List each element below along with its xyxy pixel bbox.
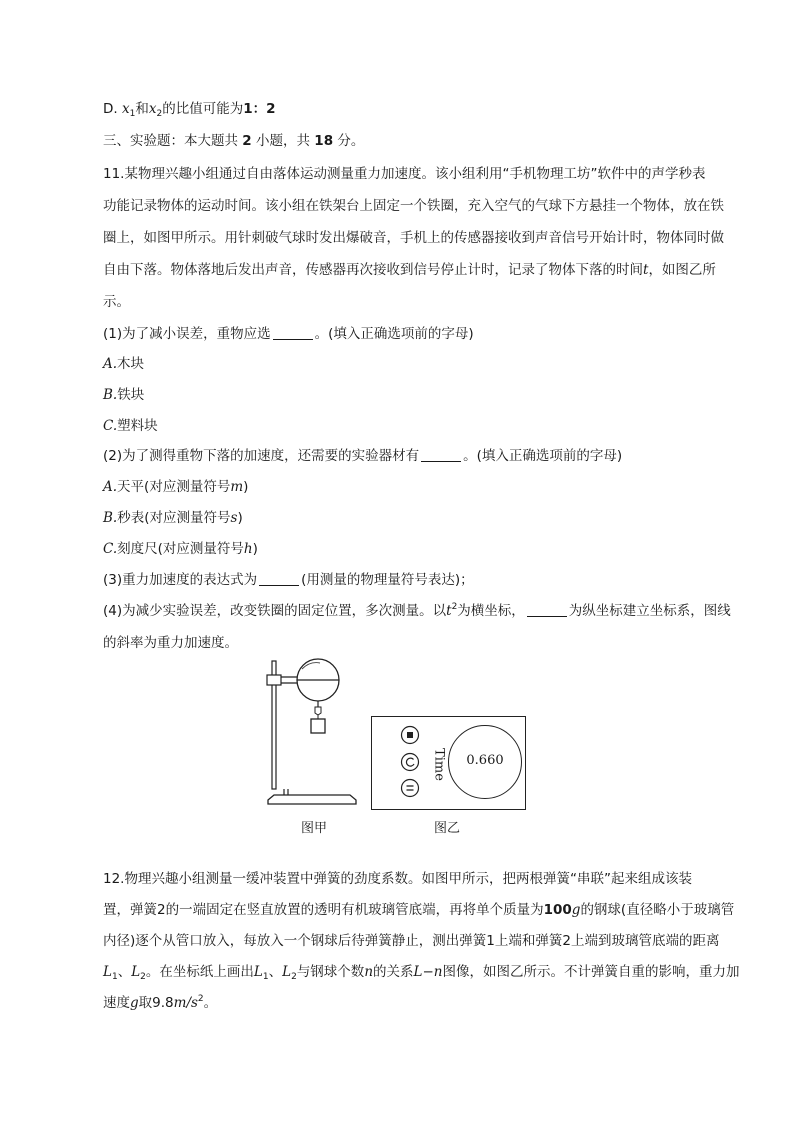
section-tail-text: 分。 bbox=[333, 133, 365, 149]
sub-2: 2 bbox=[140, 972, 146, 982]
answer-blank-2[interactable] bbox=[421, 447, 461, 462]
section-header bbox=[103, 131, 364, 151]
q11-opt1-a bbox=[103, 354, 144, 374]
var-l1: L bbox=[103, 964, 112, 980]
q11-opt2-b bbox=[103, 508, 243, 528]
section-mid-text: 小题，共 bbox=[251, 133, 315, 149]
sub-1: 1 bbox=[262, 972, 269, 982]
sub-2: 2 bbox=[291, 972, 297, 982]
opt-paren: ) bbox=[237, 510, 243, 526]
opt-label: C. bbox=[103, 541, 118, 557]
answer-blank-4[interactable] bbox=[527, 602, 567, 617]
g-unit: m/s bbox=[173, 995, 198, 1011]
var-l2: L bbox=[282, 964, 292, 980]
opt-label: B. bbox=[103, 510, 118, 526]
opt-text: 刻度尺(对应测量符号 bbox=[117, 541, 244, 557]
var-s: s bbox=[230, 510, 238, 526]
section-head-text: 三、实验题：本大题共 bbox=[103, 133, 243, 149]
q11-sub3 bbox=[103, 570, 474, 590]
q12-line-2 bbox=[103, 900, 734, 920]
var-t: t bbox=[643, 262, 649, 278]
q12-line-4-mid: 与钢球个数 bbox=[296, 964, 365, 980]
text-and: 和 bbox=[135, 101, 149, 117]
sub-1: 1 bbox=[129, 109, 136, 119]
q11-line-4-tail: ，如图乙所 bbox=[648, 262, 716, 278]
var-l2: L bbox=[131, 964, 141, 980]
q11-sub2-tail: 。(填入正确选项前的字母) bbox=[463, 448, 623, 464]
opt-text: 秒表(对应测量符号 bbox=[117, 510, 231, 526]
q11-sub4-mid: 为横坐标， bbox=[457, 603, 525, 619]
q11-opt2-c bbox=[103, 539, 258, 559]
stand-base bbox=[268, 795, 356, 804]
q11-opt2-a bbox=[103, 477, 248, 497]
var-x1: x bbox=[121, 101, 130, 117]
opt-label: C. bbox=[103, 418, 118, 434]
var-m: m bbox=[230, 479, 244, 495]
sup-2: 2 bbox=[451, 602, 458, 612]
g-value: 9.8 bbox=[152, 995, 174, 1011]
opt-label: B. bbox=[103, 387, 118, 403]
q12-line-1: 12.物理兴趣小组测量一缓冲装置中弹簧的劲度系数。如图甲所示，把两根弹簧“串联”起来组成该装 bbox=[103, 871, 692, 887]
q11-sub4-text: (4)为减少实验误差，改变铁圈的固定位置，多次测量。以 bbox=[103, 603, 447, 619]
sep: 、 bbox=[117, 964, 132, 980]
q12-line-4-mid2: 的关系 bbox=[373, 964, 414, 980]
phone-buttons bbox=[399, 724, 421, 804]
answer-blank-3[interactable] bbox=[259, 571, 299, 586]
phone-time-label: Time bbox=[431, 748, 447, 781]
q11-sub1 bbox=[103, 324, 474, 344]
mass-value: 100 bbox=[543, 902, 572, 918]
q12-line-5-mid: 取 bbox=[138, 995, 153, 1011]
q11-opt1-c bbox=[103, 416, 158, 436]
section-count: 2 bbox=[242, 133, 252, 149]
var-t: t bbox=[446, 603, 452, 619]
var-x2: x bbox=[148, 101, 157, 117]
q11-sub4-tail: 为纵坐标建立坐标系，图线 bbox=[568, 603, 731, 619]
stop-icon bbox=[407, 732, 413, 738]
opt-paren: ) bbox=[243, 479, 249, 495]
q12-line-3: 内径)逐个从管口放入，每放入一个钢球后待弹簧静止，测出弹簧1上端和弹簧2上端到玻璃管底端的距离 bbox=[103, 933, 720, 949]
q11-line-4 bbox=[103, 260, 716, 280]
var-n: n bbox=[364, 964, 374, 980]
section-score: 18 bbox=[314, 133, 334, 149]
q12-line-5-tail: 。 bbox=[203, 995, 218, 1011]
var-l1: L bbox=[253, 964, 263, 980]
q11-sub1-text: (1)为了减小误差，重物应选 bbox=[103, 326, 271, 342]
figure-phone bbox=[371, 716, 526, 810]
q11-sub2 bbox=[103, 446, 622, 466]
q11-line-1: 11.某物理兴趣小组通过自由落体运动测量重力加速度。该小组利用“手机物理工坊”软件中的声学秒表 bbox=[103, 166, 706, 182]
var-g: g bbox=[130, 995, 139, 1011]
q12-line-2-text: 置，弹簧2的一端固定在竖直放置的透明有机玻璃管底端，再将单个质量为 bbox=[103, 902, 544, 918]
caption-figure-a: 图甲 bbox=[301, 821, 328, 836]
q12-line-5 bbox=[103, 993, 217, 1013]
q11-line-3: 圈上，如图甲所示。用针刺破气球时发出爆破音，手机上的传感器接收到声音信号开始计时，物体同时做 bbox=[103, 230, 724, 246]
opt-text: 木块 bbox=[117, 356, 145, 372]
answer-blank-1[interactable] bbox=[273, 325, 313, 340]
opt-text: 铁块 bbox=[117, 387, 145, 403]
option-d bbox=[103, 99, 276, 119]
unit-g: g bbox=[571, 902, 581, 918]
option-d-text: 的比值可能为 bbox=[162, 101, 244, 117]
opt-text: 塑料块 bbox=[117, 418, 158, 434]
option-d-ratio: 1：2 bbox=[243, 101, 276, 117]
q11-sub2-text: (2)为了测得重物下落的加速度，还需要的实验器材有 bbox=[103, 448, 420, 464]
caption-figure-b: 图乙 bbox=[434, 821, 461, 836]
q11-sub3-text: (3)重力加速度的表达式为 bbox=[103, 572, 258, 588]
q12-line-4 bbox=[103, 962, 740, 982]
q11-sub4-cont: 的斜率为重力加速度。 bbox=[103, 635, 238, 651]
q11-line-4-text: 自由下落。物体落地后发出声音，传感器再次接收到信号停止计时，记录了物体下落的时间 bbox=[103, 262, 643, 278]
opt-label: A. bbox=[103, 356, 118, 372]
var-h: h bbox=[243, 541, 253, 557]
q11-sub1-tail: 。(填入正确选项前的字母) bbox=[314, 326, 474, 342]
q11-line-5: 示。 bbox=[103, 294, 130, 310]
q11-sub4 bbox=[103, 601, 731, 621]
q12-line-5-text: 速度 bbox=[103, 995, 130, 1011]
sub-2: 2 bbox=[156, 109, 163, 119]
q12-line-4-text: 。在坐标纸上画出 bbox=[145, 964, 254, 980]
opt-label: A. bbox=[103, 479, 118, 495]
q12-line-2-tail: 的钢球(直径略小于玻璃管 bbox=[580, 902, 735, 918]
stand-clamp bbox=[267, 675, 281, 685]
sup-2: 2 bbox=[197, 994, 204, 1004]
sep: 、 bbox=[268, 964, 283, 980]
opt-paren: ) bbox=[252, 541, 258, 557]
var-l-n: L−n bbox=[413, 964, 443, 980]
opt-text: 天平(对应测量符号 bbox=[117, 479, 231, 495]
phone-time-value: 0.660 bbox=[466, 753, 504, 768]
q11-line-2: 功能记录物体的运动时间。该小组在铁架台上固定一个铁圈，充入空气的气球下方悬挂一个物体，放在铁 bbox=[103, 198, 724, 214]
sub-1: 1 bbox=[111, 972, 118, 982]
q11-opt1-b bbox=[103, 385, 144, 405]
q11-sub3-tail: (用测量的物理量符号表达)； bbox=[301, 572, 474, 588]
weight bbox=[311, 719, 325, 733]
q12-line-4-tail: 图像，如图乙所示。不计弹簧自重的影响，重力加 bbox=[442, 964, 740, 980]
figure-stand bbox=[262, 655, 362, 811]
option-d-label: D. bbox=[103, 101, 122, 117]
